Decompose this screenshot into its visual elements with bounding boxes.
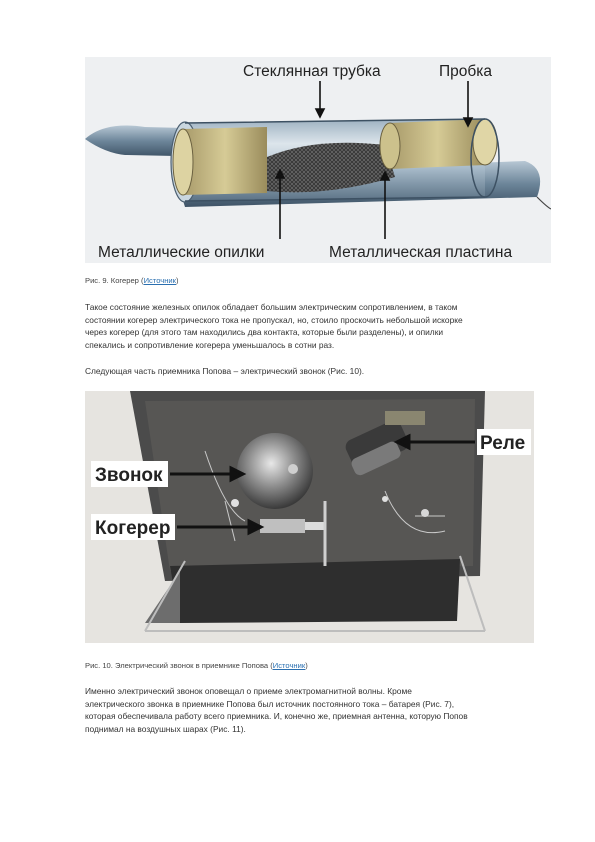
paragraph-coherer-resistance: Такое состояние железных опилок обладает большим электрическим сопротивлением, в таком состоянии когерер электрического тока не пропускал, но, стоило проскочить небольшой искорке через когерер (для этого там находились два контакта, которые были разделены), и опилки спекались и сопротивление когерера уменьшалось в сотни раз.: [85, 302, 463, 350]
source-link[interactable]: Источник: [143, 276, 176, 285]
label-bell: Звонок: [95, 465, 163, 486]
paragraph-bell-function: Именно электрический звонок оповещал о приеме электромагнитной волны. Кроме электрического звонка в приемнике Попова был источник постоянного тока – батарея (Рис. 7), которая обеспечивала работу всего приемника. И, конечно же, приемная антенна, которую Попов поднимал на воздушных шарах (Рис. 11).: [85, 686, 468, 734]
receiver-photo: [85, 391, 534, 643]
label-metal-filings: Металлические опилки: [98, 244, 265, 261]
label-metal-plate: Металлическая пластина: [329, 244, 513, 261]
label-coherer: Когерер: [95, 518, 171, 539]
label-relay: Реле: [480, 433, 526, 454]
source-link[interactable]: Источник: [272, 661, 306, 670]
paragraph-bell-intro: Следующая часть приемника Попова – электрический звонок (Рис. 10).: [85, 366, 365, 376]
coherer-diagram: [85, 57, 551, 263]
figure-9-caption: Рис. 9. Когерер (Источник): [85, 276, 179, 285]
receiver-base: [170, 559, 460, 623]
left-plug: [183, 127, 267, 195]
figure-10-caption: Рис. 10. Электрический звонок в приемнике Попова (Источник): [85, 661, 308, 670]
label-plug: Пробка: [439, 63, 493, 80]
bell: [237, 433, 313, 509]
label-glass-tube: Стеклянная трубка: [243, 63, 381, 80]
